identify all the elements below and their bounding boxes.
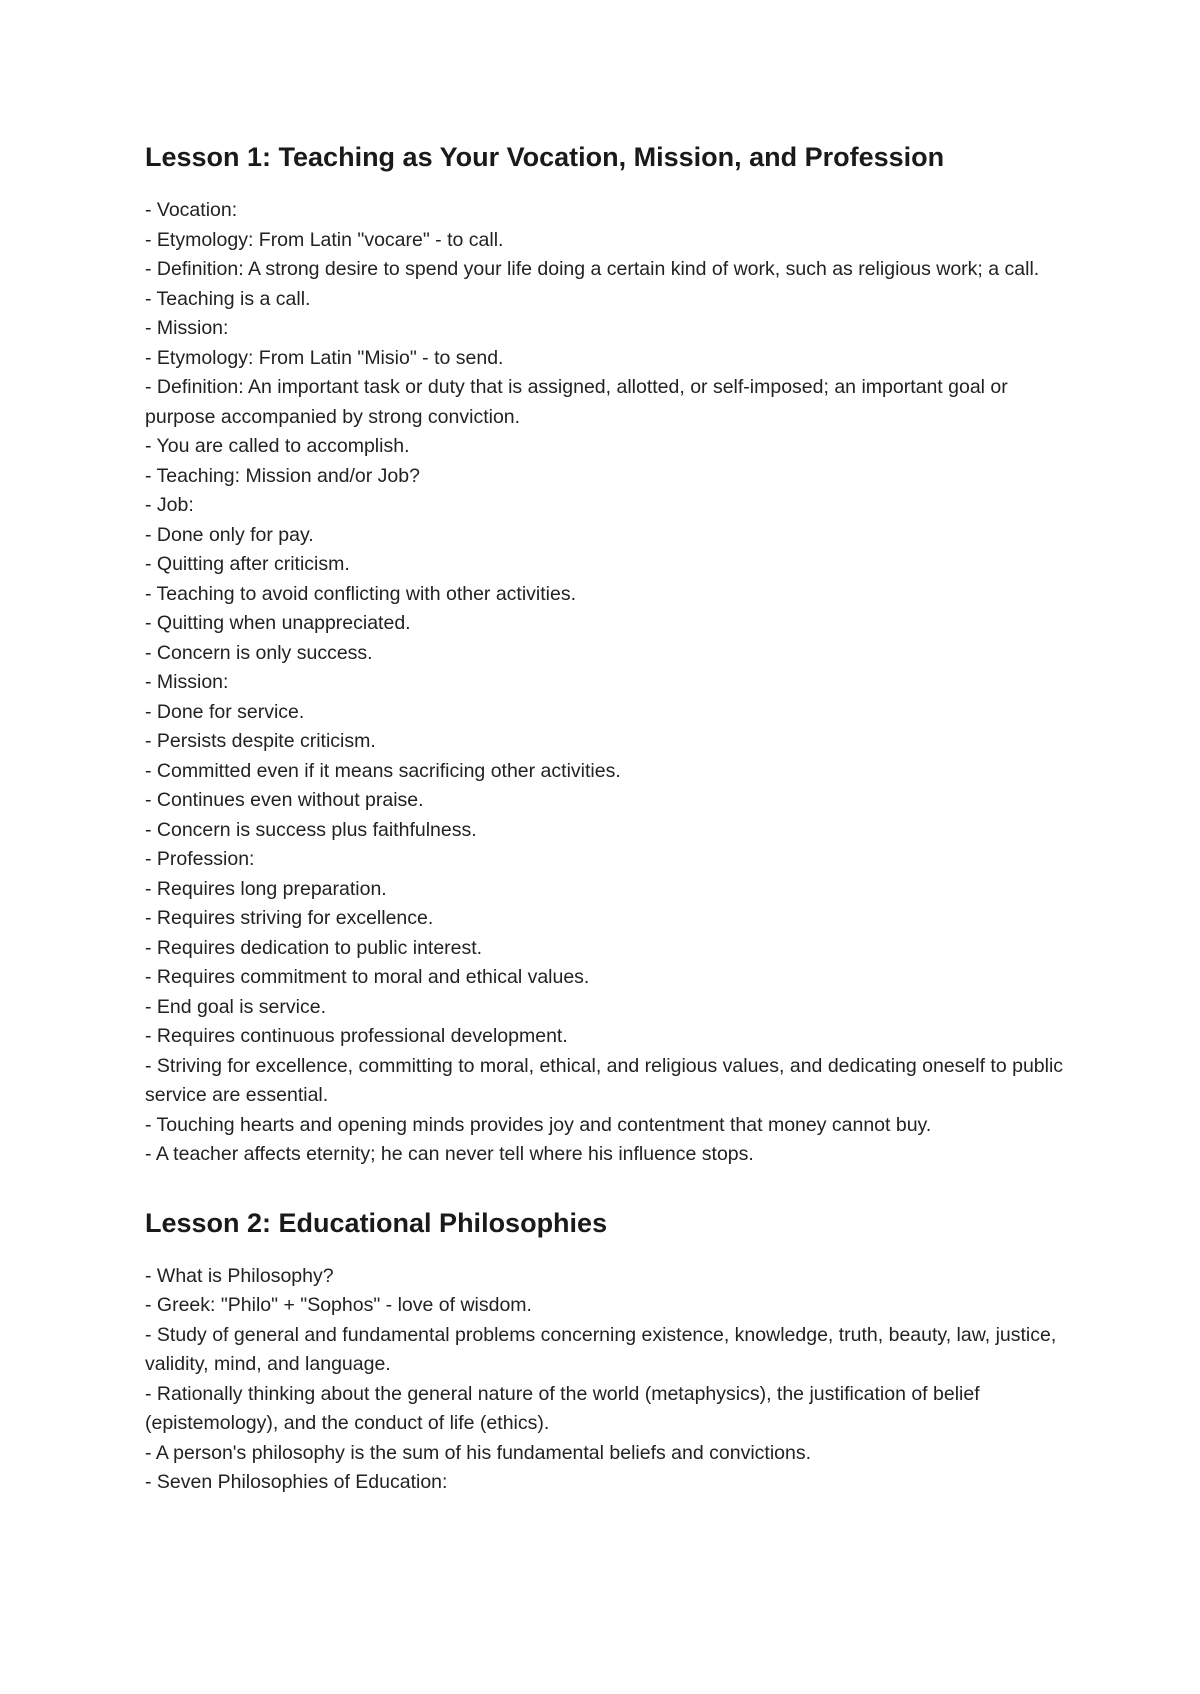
text-line: - A teacher affects eternity; he can never tell where his influence stops.	[145, 1143, 754, 1165]
text-line: - Done for service.	[145, 700, 305, 723]
text-line: - Teaching is a call.	[145, 287, 311, 310]
text-line: - Concern is success plus faithfulness.	[145, 818, 477, 841]
text-line: - Concern is only success.	[145, 641, 373, 664]
text-line: - You are called to accomplish.	[145, 435, 410, 457]
text-line: - Requires continuous professional development.	[145, 1025, 568, 1047]
text-line: - Requires commitment to moral and ethical values.	[145, 966, 590, 988]
text-line: - Teaching to avoid conflicting with other activities.	[145, 582, 577, 605]
text-line: - Quitting when unappreciated.	[145, 612, 411, 634]
text-line: - Teaching: Mission and/or Job?	[145, 464, 420, 487]
text-line: - Requires striving for excellence.	[145, 907, 434, 929]
text-line: - Study of general and fundamental problems concerning existence, knowledge, truth, beauty, law, justice, validity, mind, and language.	[145, 1323, 1057, 1375]
text-line: - Striving for excellence, committing to moral, ethical, and religious values, and dedicating oneself to public service are essential.	[145, 1054, 1064, 1106]
lesson-1-body	[145, 196, 1080, 1170]
text-line: - Continues even without praise.	[145, 789, 424, 811]
lesson-1-section	[145, 140, 1080, 1170]
text-line: - Quitting after criticism.	[145, 553, 350, 575]
text-line: - Persists despite criticism.	[145, 730, 376, 752]
text-line: - Definition: A strong desire to spend your life doing a certain kind of work, such as religious work; a call.	[145, 258, 1040, 280]
text-line: - Rationally thinking about the general nature of the world (metaphysics), the justification of belief (epistemology), and the conduct of life (ethics).	[145, 1382, 980, 1434]
document-page	[145, 140, 1080, 1498]
text-line: - Requires dedication to public interest.	[145, 936, 483, 959]
text-line: - Done only for pay.	[145, 523, 314, 546]
text-line: - Requires long preparation.	[145, 877, 387, 900]
lesson-1-heading: Lesson 1: Teaching as Your Vocation, Mission, and Profession	[145, 142, 945, 172]
text-line: - Profession:	[145, 848, 255, 870]
lesson-2-body	[145, 1262, 1080, 1498]
text-line: - Mission:	[145, 671, 229, 693]
lesson-2-section	[145, 1206, 1080, 1498]
text-line: - Etymology: From Latin "vocare" - to call.	[145, 228, 504, 251]
text-line: - Committed even if it means sacrificing other activities.	[145, 759, 621, 782]
text-line: - A person's philosophy is the sum of his fundamental beliefs and convictions.	[145, 1441, 812, 1464]
text-line: - Mission:	[145, 317, 229, 339]
text-line: - Touching hearts and opening minds provides joy and contentment that money cannot buy.	[145, 1113, 932, 1136]
text-line: - Job:	[145, 494, 194, 516]
lesson-2-heading: Lesson 2: Educational Philosophies	[145, 1207, 608, 1238]
text-line: - End goal is service.	[145, 995, 326, 1018]
text-line: - Vocation:	[145, 199, 238, 221]
text-line: - Seven Philosophies of Education:	[145, 1471, 448, 1493]
text-line: - Greek: "Philo" + "Sophos" - love of wisdom.	[145, 1294, 532, 1316]
text-line: - What is Philosophy?	[145, 1264, 334, 1287]
text-line: - Etymology: From Latin "Misio" - to send.	[145, 346, 504, 369]
text-line: - Definition: An important task or duty that is assigned, allotted, or self-imposed; an important goal or purpose accompanied by strong conviction.	[145, 376, 1008, 428]
